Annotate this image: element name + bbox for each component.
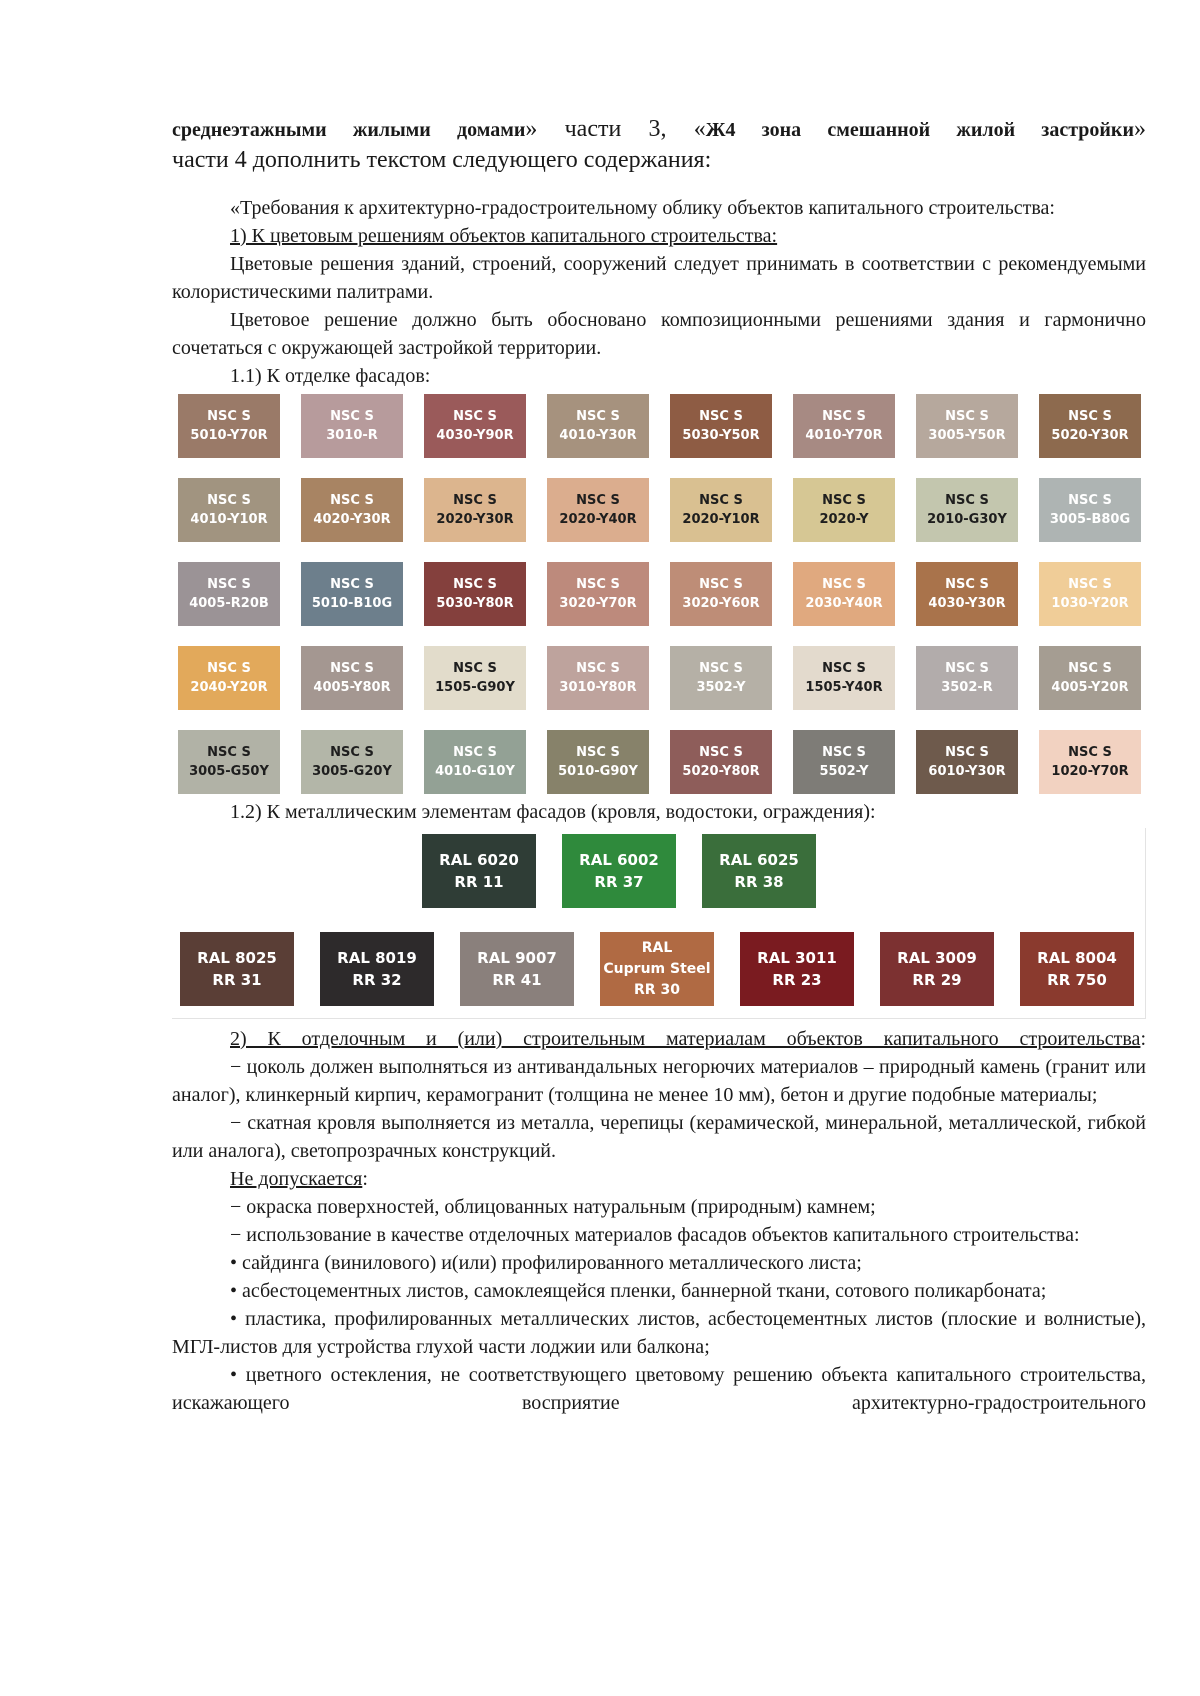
swatch-code-label: 4010-Y10R bbox=[190, 512, 268, 527]
swatch-code-label: 4030-Y90R bbox=[436, 428, 514, 443]
metal-color-swatch bbox=[562, 834, 676, 908]
color-swatch bbox=[547, 730, 649, 794]
color-swatch bbox=[547, 394, 649, 458]
swatch-system-label: NSC S bbox=[1068, 493, 1112, 508]
swatch-system-label: NSC S bbox=[822, 661, 866, 676]
swatch-system-label: NSC S bbox=[207, 577, 251, 592]
swatch-system-label: NSC S bbox=[576, 661, 620, 676]
color-swatch bbox=[301, 478, 403, 542]
metal-swatch-code-label: RR 29 bbox=[912, 971, 962, 989]
metal-swatch-ral-label: RAL 6025 bbox=[719, 851, 799, 869]
metal-color-swatch bbox=[422, 834, 536, 908]
color-swatch bbox=[301, 394, 403, 458]
swatch-system-label: NSC S bbox=[822, 577, 866, 592]
swatch-code-label: 3005-G20Y bbox=[312, 764, 392, 779]
metal-palette-top-row bbox=[422, 834, 816, 908]
swatch-system-label: NSC S bbox=[945, 661, 989, 676]
color-swatch bbox=[916, 646, 1018, 710]
color-swatch bbox=[670, 730, 772, 794]
swatch-code-label: 4010-G10Y bbox=[435, 764, 515, 779]
swatch-code-label: 5020-Y30R bbox=[1051, 428, 1129, 443]
color-swatch bbox=[916, 478, 1018, 542]
swatch-code-label: 5010-B10G bbox=[311, 596, 393, 611]
color-swatch bbox=[916, 394, 1018, 458]
forbidden-bullet-1: • сайдинга (винилового) и(или) профилированного металлического листа; bbox=[230, 1252, 862, 1274]
swatch-code-label: 3005-B80G bbox=[1049, 512, 1131, 527]
forbidden-heading-colon: : bbox=[362, 1168, 368, 1190]
swatch-code-label: 6010-Y30R bbox=[928, 764, 1006, 779]
swatch-system-label: NSC S bbox=[330, 493, 374, 508]
metal-palette-bottom-row bbox=[180, 932, 1134, 1006]
swatch-code-label: 2020-Y40R bbox=[559, 512, 637, 527]
swatch-system-label: NSC S bbox=[945, 745, 989, 760]
swatch-system-label: NSC S bbox=[453, 409, 497, 424]
color-swatch bbox=[793, 478, 895, 542]
color-swatch bbox=[178, 730, 280, 794]
requirements-intro: «Требования к архитектурно-градостроительному облику объектов капитального строительства: bbox=[230, 197, 1055, 219]
section-2-heading bbox=[172, 1025, 1146, 1053]
color-swatch bbox=[793, 562, 895, 626]
color-swatch bbox=[793, 730, 895, 794]
swatch-system-label: NSC S bbox=[207, 745, 251, 760]
swatch-system-label: NSC S bbox=[576, 577, 620, 592]
metal-color-swatch bbox=[460, 932, 574, 1006]
color-swatch bbox=[1039, 730, 1141, 794]
swatch-system-label: NSC S bbox=[699, 661, 743, 676]
section-2-heading-text: 2) К отделочным и (или) строительным материалам объектов капитального строительства bbox=[230, 1028, 1141, 1050]
intro-bold-zone-1: среднеэтажными жилыми домами bbox=[172, 119, 526, 141]
color-swatch bbox=[1039, 478, 1141, 542]
swatch-system-label: NSC S bbox=[699, 745, 743, 760]
section-1-paragraph-1: Цветовые решения зданий, строений, сооружений следует принимать в соответствии с рекомендуемыми колористическими палитрами. bbox=[172, 253, 1146, 303]
swatch-code-label: 5010-G90Y bbox=[558, 764, 638, 779]
metal-swatch-code-label: RR 38 bbox=[734, 873, 784, 891]
document-page bbox=[172, 115, 1146, 1417]
swatch-system-label: NSC S bbox=[576, 493, 620, 508]
swatch-code-label: 3502-R bbox=[941, 680, 993, 695]
color-swatch bbox=[547, 478, 649, 542]
swatch-code-label: 3502-Y bbox=[696, 680, 746, 695]
swatch-system-label: NSC S bbox=[207, 661, 251, 676]
swatch-system-label: NSC S bbox=[945, 577, 989, 592]
metal-color-swatch bbox=[180, 932, 294, 1006]
swatch-code-label: 2040-Y20R bbox=[190, 680, 268, 695]
color-swatch bbox=[670, 394, 772, 458]
intro-line-1 bbox=[172, 115, 1146, 144]
intro-plain-text: » части 3, « bbox=[525, 116, 706, 142]
swatch-system-label: NSC S bbox=[1068, 745, 1112, 760]
metal-swatch-code-label: RR 32 bbox=[352, 971, 402, 989]
swatch-code-label: 4005-Y20R bbox=[1051, 680, 1129, 695]
swatch-code-label: 5030-Y50R bbox=[682, 428, 760, 443]
section-1-heading bbox=[172, 222, 1146, 250]
section-2-paragraph-1: − цоколь должен выполняться из антивандальных негорючих материалов – природный камень (гранит или аналог), клинкерный кирпич, керамогранит (толщина не менее 10 мм), бетон и другие подобные материалы; bbox=[172, 1056, 1146, 1106]
swatch-system-label: NSC S bbox=[576, 409, 620, 424]
swatch-system-label: NSC S bbox=[822, 409, 866, 424]
swatch-code-label: 3020-Y70R bbox=[559, 596, 637, 611]
swatch-code-label: 2020-Y30R bbox=[436, 512, 514, 527]
forbidden-heading bbox=[172, 1165, 1146, 1193]
color-swatch bbox=[670, 562, 772, 626]
color-swatch bbox=[178, 562, 280, 626]
swatch-system-label: NSC S bbox=[1068, 661, 1112, 676]
swatch-code-label: 4010-Y70R bbox=[805, 428, 883, 443]
color-swatch bbox=[178, 646, 280, 710]
color-swatch bbox=[916, 562, 1018, 626]
color-swatch bbox=[424, 730, 526, 794]
swatch-system-label: NSC S bbox=[453, 493, 497, 508]
section-1-1-heading: 1.1) К отделке фасадов: bbox=[230, 365, 431, 387]
swatch-code-label: 3005-Y50R bbox=[928, 428, 1006, 443]
metal-swatch-rr-label: RR 30 bbox=[634, 981, 680, 998]
swatch-code-label: 5502-Y bbox=[819, 764, 869, 779]
swatch-code-label: 5030-Y80R bbox=[436, 596, 514, 611]
swatch-code-label: 3020-Y60R bbox=[682, 596, 760, 611]
section-1-heading-text: 1) К цветовым решениям объектов капитального строительства: bbox=[230, 225, 778, 247]
swatch-code-label: 2020-Y bbox=[819, 512, 869, 527]
color-swatch bbox=[547, 646, 649, 710]
section-1-paragraph-2: Цветовое решение должно быть обосновано композиционными решениями здания и гармонично сочетаться с окружающей застройкой территории. bbox=[172, 309, 1146, 359]
color-swatch bbox=[670, 646, 772, 710]
forbidden-heading-text: Не допускается bbox=[230, 1168, 363, 1190]
forbidden-bullet-4: • цветного остекления, не соответствующего цветовому решению объекта капитального строительства, искажающего восприятие архитектурно-градостроительного bbox=[172, 1364, 1146, 1414]
swatch-system-label: NSC S bbox=[1068, 409, 1112, 424]
color-swatch bbox=[424, 646, 526, 710]
facade-color-palette bbox=[178, 394, 1146, 794]
section-1-2-heading: 1.2) К металлическим элементам фасадов (кровля, водостоки, ограждения): bbox=[230, 801, 876, 823]
color-swatch bbox=[424, 394, 526, 458]
intro-bold-zone-2: Ж4 зона смешанной жилой застройки bbox=[705, 119, 1134, 141]
color-swatch bbox=[793, 394, 895, 458]
color-swatch bbox=[301, 730, 403, 794]
swatch-code-label: 2030-Y40R bbox=[805, 596, 883, 611]
metal-swatch-ral-label: RAL 9007 bbox=[477, 949, 557, 967]
intro-closing-quote: » bbox=[1133, 116, 1146, 142]
swatch-system-label: NSC S bbox=[945, 409, 989, 424]
metal-swatch-code-label: RR 41 bbox=[492, 971, 542, 989]
forbidden-bullet-2: • асбестоцементных листов, самоклеящейся пленки, баннерной ткани, сотового поликарбоната; bbox=[230, 1280, 1047, 1302]
swatch-code-label: 4005-R20B bbox=[189, 596, 269, 611]
metal-swatch-ral-label: RAL 3009 bbox=[897, 949, 977, 967]
metal-color-swatch bbox=[880, 932, 994, 1006]
color-swatch bbox=[670, 478, 772, 542]
swatch-code-label: 5010-Y70R bbox=[190, 428, 268, 443]
metal-swatch-code-label: RR 37 bbox=[594, 873, 644, 891]
swatch-code-label: 2020-Y10R bbox=[682, 512, 760, 527]
swatch-system-label: NSC S bbox=[207, 493, 251, 508]
metal-swatch-code-label: RR 31 bbox=[212, 971, 262, 989]
swatch-system-label: NSC S bbox=[330, 745, 374, 760]
color-swatch bbox=[301, 646, 403, 710]
color-swatch bbox=[424, 562, 526, 626]
metal-swatch-ral-label: RAL bbox=[641, 939, 673, 956]
metal-swatch-ral-label: RAL 3011 bbox=[757, 949, 837, 967]
metal-swatch-ral-label: RAL 8019 bbox=[337, 949, 417, 967]
color-swatch bbox=[793, 646, 895, 710]
metal-swatch-code-label: RR 750 bbox=[1047, 971, 1107, 989]
swatch-code-label: 1030-Y20R bbox=[1051, 596, 1129, 611]
forbidden-paragraph-1: − окраска поверхностей, облицованных натуральным (природным) камнем; bbox=[230, 1196, 876, 1218]
color-swatch bbox=[424, 478, 526, 542]
swatch-code-label: 4010-Y30R bbox=[559, 428, 637, 443]
metal-swatch-ral-label: RAL 8025 bbox=[197, 949, 277, 967]
swatch-code-label: 2010-G30Y bbox=[927, 512, 1007, 527]
forbidden-paragraph-2: − использование в качестве отделочных материалов фасадов объектов капитального строительства: bbox=[230, 1224, 1080, 1246]
swatch-system-label: NSC S bbox=[699, 493, 743, 508]
section-2-paragraph-2: − скатная кровля выполняется из металла, черепицы (керамической, минеральной, металлической, гибкой или аналога), светопрозрачных конструкций. bbox=[172, 1112, 1146, 1162]
section-2-heading-colon: : bbox=[1140, 1028, 1146, 1050]
color-swatch bbox=[916, 730, 1018, 794]
metal-swatch-ral-label: RAL 6002 bbox=[579, 851, 659, 869]
metal-color-swatch bbox=[702, 834, 816, 908]
swatch-code-label: 3010-R bbox=[326, 428, 378, 443]
swatch-system-label: NSC S bbox=[330, 577, 374, 592]
intro-line-2: части 4 дополнить текстом следующего содержания: bbox=[172, 147, 712, 173]
swatch-code-label: 3010-Y80R bbox=[559, 680, 637, 695]
swatch-system-label: NSC S bbox=[699, 577, 743, 592]
swatch-system-label: NSC S bbox=[1068, 577, 1112, 592]
color-swatch bbox=[1039, 562, 1141, 626]
swatch-code-label: 4030-Y30R bbox=[928, 596, 1006, 611]
swatch-system-label: NSC S bbox=[330, 409, 374, 424]
metal-swatch-code-label: Cuprum Steel bbox=[603, 960, 711, 977]
metal-color-swatch bbox=[1020, 932, 1134, 1006]
metal-swatch-ral-label: RAL 6020 bbox=[439, 851, 519, 869]
color-swatch bbox=[178, 478, 280, 542]
swatch-system-label: NSC S bbox=[207, 409, 251, 424]
swatch-system-label: NSC S bbox=[945, 493, 989, 508]
swatch-code-label: 4020-Y30R bbox=[313, 512, 391, 527]
forbidden-bullet-3: • пластика, профилированных металлических листов, асбестоцементных листов (плоские и волнистые), МГЛ-листов для устройства глухой части лоджии или балкона; bbox=[172, 1308, 1146, 1358]
swatch-system-label: NSC S bbox=[453, 745, 497, 760]
swatch-system-label: NSC S bbox=[822, 745, 866, 760]
color-swatch bbox=[1039, 646, 1141, 710]
color-swatch bbox=[178, 394, 280, 458]
color-swatch bbox=[1039, 394, 1141, 458]
metal-color-swatch bbox=[740, 932, 854, 1006]
swatch-code-label: 1505-G90Y bbox=[435, 680, 515, 695]
swatch-code-label: 1505-Y40R bbox=[805, 680, 883, 695]
swatch-code-label: 4005-Y80R bbox=[313, 680, 391, 695]
color-swatch bbox=[547, 562, 649, 626]
metal-swatch-code-label: RR 23 bbox=[772, 971, 822, 989]
metal-color-palette bbox=[172, 828, 1146, 1019]
metal-color-swatch bbox=[320, 932, 434, 1006]
swatch-code-label: 1020-Y70R bbox=[1051, 764, 1129, 779]
swatch-code-label: 3005-G50Y bbox=[189, 764, 269, 779]
metal-swatch-code-label: RR 11 bbox=[454, 873, 504, 891]
metal-color-swatch bbox=[600, 932, 714, 1006]
color-swatch bbox=[301, 562, 403, 626]
swatch-system-label: NSC S bbox=[822, 493, 866, 508]
swatch-system-label: NSC S bbox=[453, 577, 497, 592]
swatch-system-label: NSC S bbox=[699, 409, 743, 424]
metal-swatch-ral-label: RAL 8004 bbox=[1037, 949, 1117, 967]
swatch-system-label: NSC S bbox=[576, 745, 620, 760]
swatch-code-label: 5020-Y80R bbox=[682, 764, 760, 779]
swatch-system-label: NSC S bbox=[330, 661, 374, 676]
swatch-system-label: NSC S bbox=[453, 661, 497, 676]
